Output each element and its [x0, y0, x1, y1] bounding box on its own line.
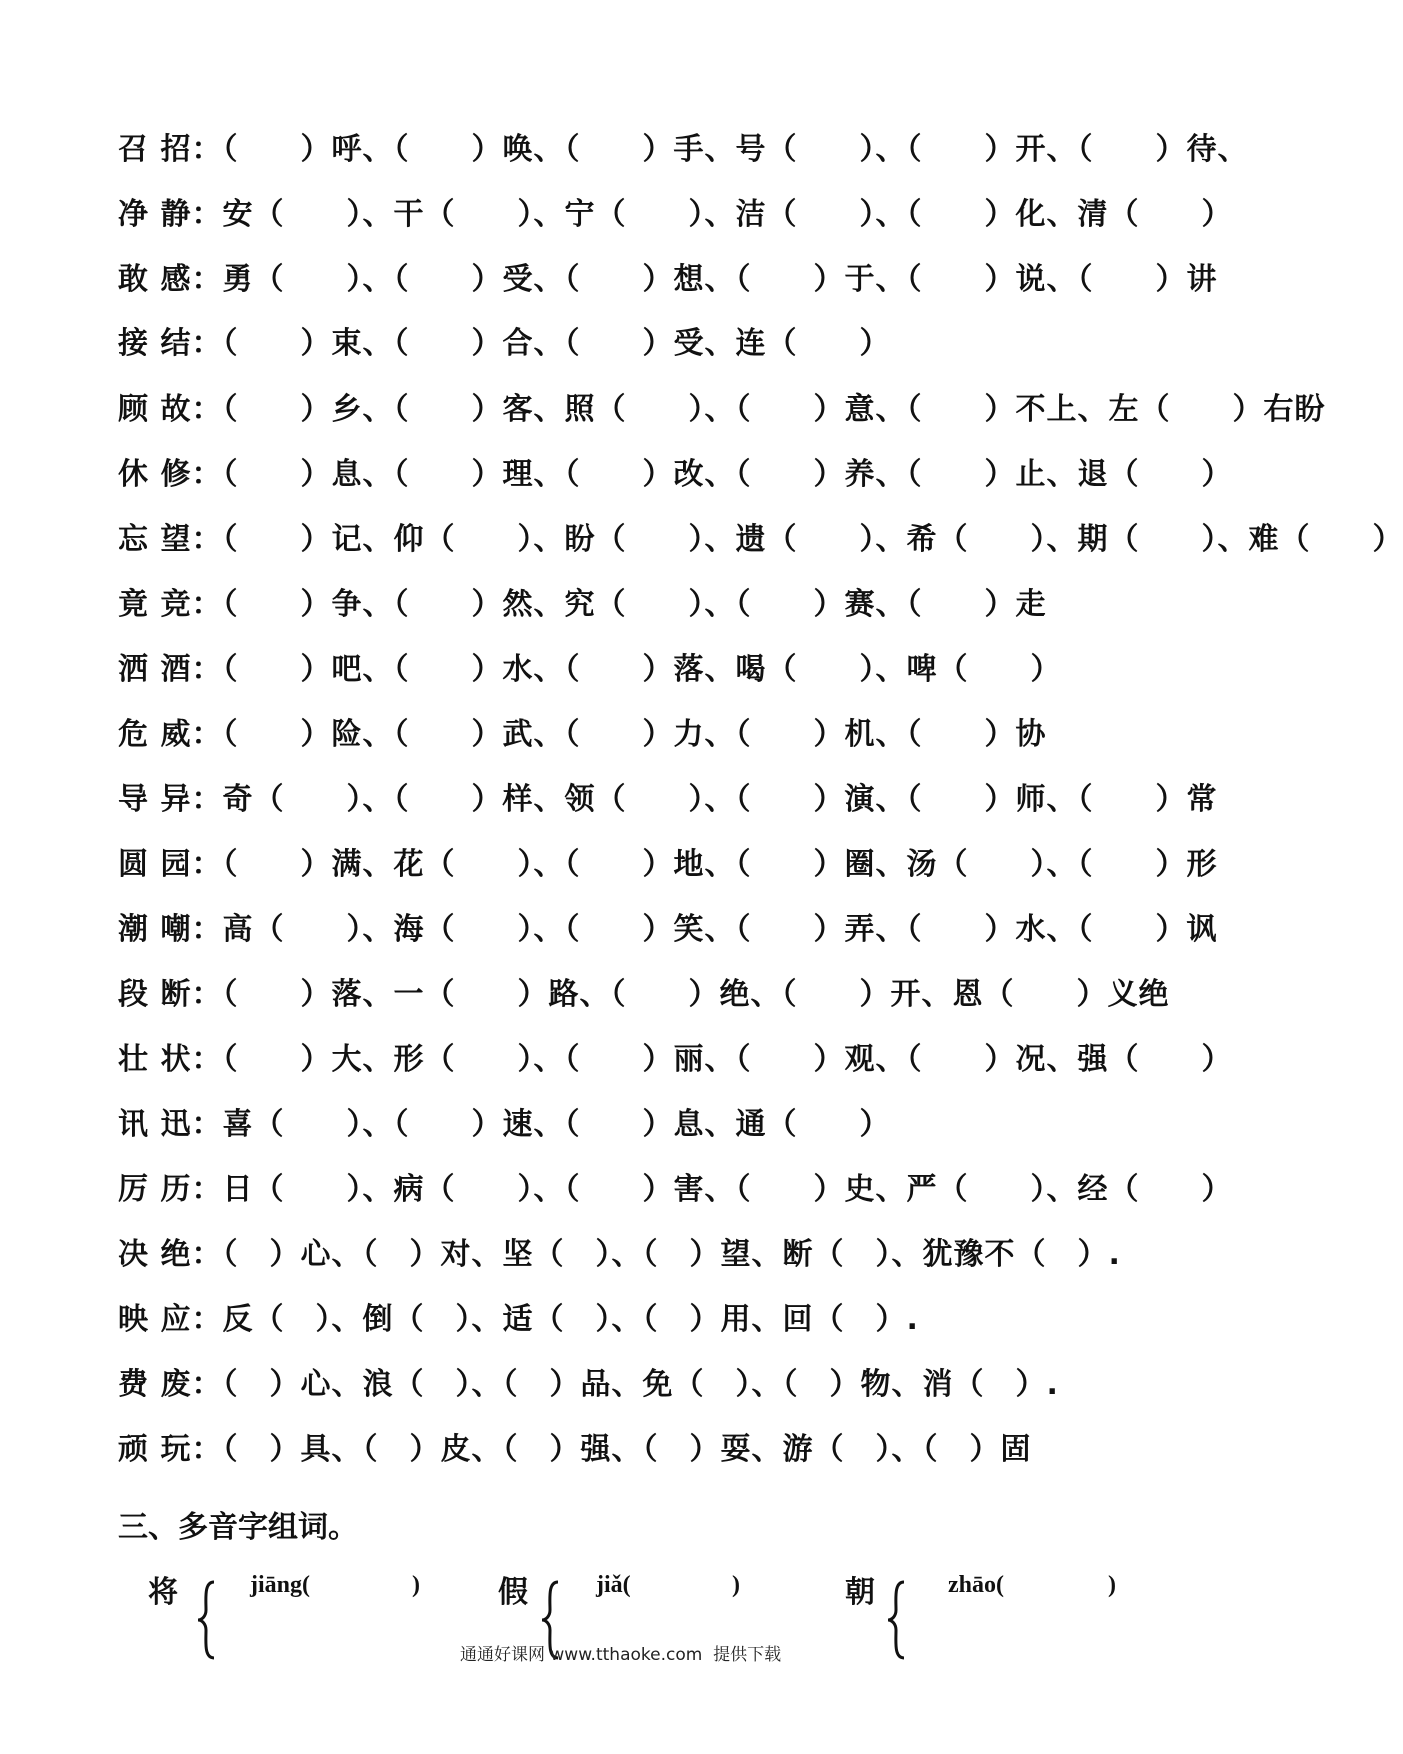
polyphonic-char: 假: [498, 1575, 528, 1610]
footer-watermark: 通通好课网 www.tthaoke.com 提供下载: [460, 1645, 782, 1665]
exercise-line: 顾 故：（ ）乡、（ ）客、照（ ）、（ ）意、（ ）不上、左（ ）右盼: [118, 392, 1326, 427]
exercise-line: 接 结：（ ）束、（ ）合、（ ）受、连（ ）: [118, 326, 891, 361]
exercise-line: 映 应：反（ ）、倒（ ）、适（ ）、（ ）用、回（ ）.: [118, 1302, 919, 1337]
exercise-line: 顽 玩：（ ）具、（ ）皮、（ ）强、（ ）耍、游（ ）、（ ）固: [118, 1432, 1032, 1467]
polyphonic-char: 将: [148, 1575, 178, 1610]
exercise-line: 休 修：（ ）息、（ ）理、（ ）改、（ ）养、（ ）止、退（ ）: [118, 457, 1233, 492]
exercise-line: 忘 望：（ ）记、仰（ ）、盼（ ）、遗（ ）、希（ ）、期（ ）、难（ ）: [118, 522, 1403, 557]
exercise-line: 洒 酒：（ ）吧、（ ）水、（ ）落、喝（ ）、啤（ ）: [118, 652, 1062, 687]
exercise-line: 费 废：（ ）心、浪（ ）、（ ）品、免（ ）、（ ）物、消（ ）.: [118, 1367, 1059, 1402]
exercise-line: 段 断：（ ）落、一（ ）路、（ ）绝、（ ）开、恩（ ）义绝: [118, 977, 1170, 1012]
exercise-line: 竟 竞：（ ）争、（ ）然、究（ ）、（ ）赛、（ ）走: [118, 587, 1047, 622]
exercise-line: 决 绝：（ ）心、（ ）对、坚（ ）、（ ）望、断（ ）、犹豫不（ ）.: [118, 1237, 1121, 1272]
polyphonic-char: 朝: [845, 1575, 875, 1610]
exercise-line: 净 静：安（ ）、干（ ）、宁（ ）、洁（ ）、（ ）化、清（ ）: [118, 197, 1233, 232]
exercise-line: 导 异：奇（ ）、（ ）样、领（ ）、（ ）演、（ ）师、（ ）常: [118, 782, 1218, 817]
exercise-line: 壮 状：（ ）大、形（ ）、（ ）丽、（ ）观、（ ）况、强（ ）: [118, 1042, 1233, 1077]
exercise-line: 敢 感：勇（ ）、（ ）受、（ ）想、（ ）于、（ ）说、（ ）讲: [118, 262, 1218, 297]
exercise-line: 潮 嘲：高（ ）、海（ ）、（ ）笑、（ ）弄、（ ）水、（ ）讽: [118, 912, 1218, 947]
brace-icon: [886, 1580, 908, 1660]
exercise-line: 召 招：（ ）呼、（ ）唤、（ ）手、号（ ）、（ ）开、（ ）待、: [118, 132, 1249, 167]
pinyin-close: ): [1108, 1572, 1116, 1598]
brace-icon: [196, 1580, 218, 1660]
section-heading: 三、多音字组词。: [118, 1510, 358, 1545]
exercise-line: 圆 园：（ ）满、花（ ）、（ ）地、（ ）圈、汤（ ）、（ ）形: [118, 847, 1218, 882]
exercise-line: 讯 迅：喜（ ）、（ ）速、（ ）息、通（ ）: [118, 1107, 891, 1142]
pinyin-close: ): [732, 1572, 740, 1598]
pinyin-label: jiǎ(: [596, 1572, 631, 1598]
pinyin-label: jiāng(: [250, 1572, 310, 1598]
exercise-line: 厉 历：日（ ）、病（ ）、（ ）害、（ ）史、严（ ）、经（ ）: [118, 1172, 1233, 1207]
pinyin-close: ): [412, 1572, 420, 1598]
exercise-line: 危 威：（ ）险、（ ）武、（ ）力、（ ）机、（ ）协: [118, 717, 1047, 752]
pinyin-label: zhāo(: [948, 1572, 1004, 1598]
